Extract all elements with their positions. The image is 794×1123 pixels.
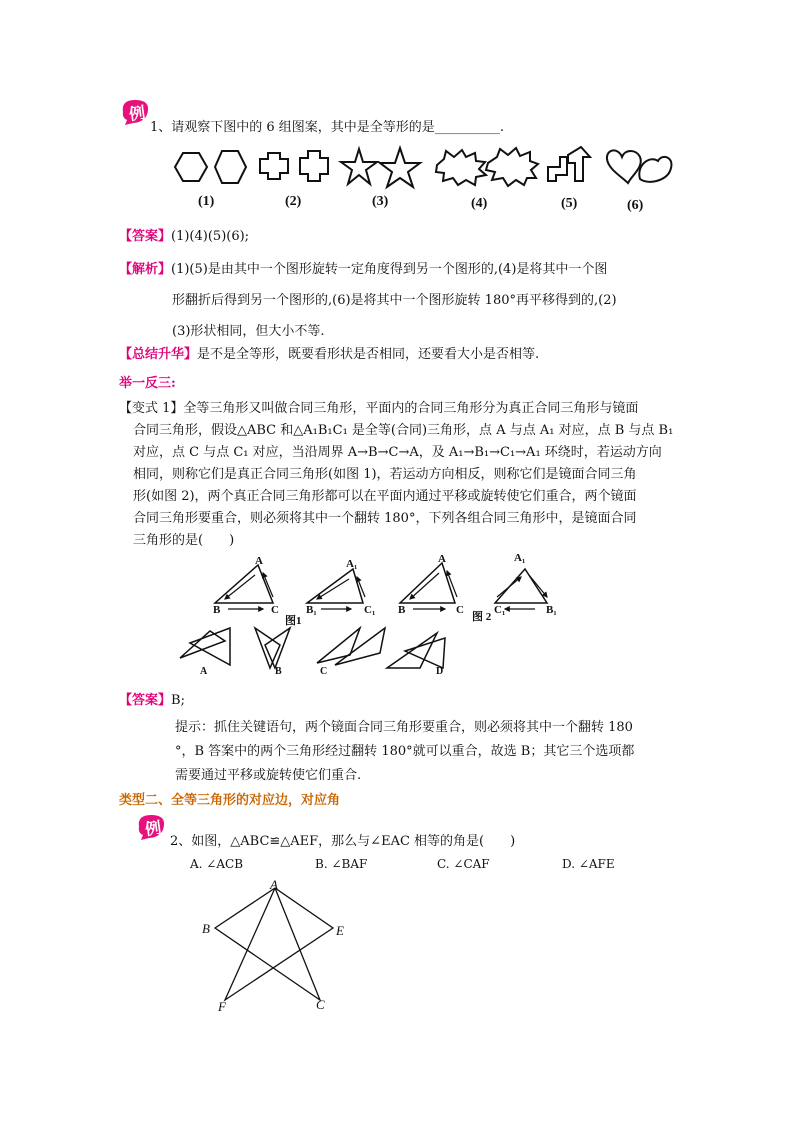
variant-text-4: 相同，则称它们是真正合同三角形(如图 1)，若运动方向相反，则称它们是镜面合同三角 <box>133 467 637 482</box>
analysis-text-1: (1)(5)是由其中一个图形旋转一定角度得到另一个图形的,(4)是将其中一个图 <box>171 262 608 277</box>
choice-d-label: D <box>436 666 444 677</box>
cross-1 <box>260 153 288 179</box>
answer-blank: __________ <box>434 120 500 135</box>
choice-a-tri-1 <box>180 631 225 658</box>
summary <box>119 347 539 363</box>
summary-label: 【总结升华】 <box>119 347 198 362</box>
choice-a-label: A <box>200 666 208 677</box>
arrow-shape-2 <box>568 147 590 181</box>
answer-2-label: 【答案】 <box>119 693 172 708</box>
summary-text: 是不是全等形，既要看形状是否相同，还要看大小是否相等. <box>197 347 540 362</box>
variant-text-6: 合同三角形要重合，则必须将其中一个翻转 180°，下列各组合同三角形中，是镜面合同 <box>133 511 637 526</box>
choice-c-label: C <box>320 666 328 677</box>
caption-5: (5) <box>561 196 578 211</box>
variant-text-3: 对应，点 C 与点 C₁ 对应，当沿周界 A→B→C→A，及 A₁→B₁→C₁→A₁ 环绕时，若运动方向 <box>133 445 662 460</box>
option-d: D. ∠AFE <box>562 857 615 871</box>
question-1-end: . <box>499 120 504 135</box>
variant-text-1: 全等三角形又叫做合同三角形，平面内的合同三角形分为真正合同三角形与镜面 <box>183 401 639 416</box>
variant-label: 【变式 1】 <box>119 401 184 416</box>
caption-1: (1) <box>198 194 215 209</box>
label-b1-2: B₁ <box>546 604 557 616</box>
cross-2 <box>300 151 328 181</box>
choice-d-tri-2 <box>405 638 445 668</box>
variant-line-1 <box>119 401 638 417</box>
label-a-1: A <box>255 555 263 567</box>
arrow-shape-1 <box>548 157 567 181</box>
analysis-label: 【解析】 <box>119 262 172 277</box>
question-1 <box>150 120 504 136</box>
label-a-2: A <box>438 553 446 565</box>
point-e: E <box>336 923 344 938</box>
label-b-2: B <box>398 604 406 616</box>
choice-b-label: B <box>275 666 282 677</box>
type-2-title: 类型二、全等三角形的对应边，对应角 <box>119 793 341 808</box>
variant-text-7: 三角形的是( ) <box>133 533 235 548</box>
hexagon-2 <box>215 151 246 183</box>
option-a: A. ∠ACB <box>190 857 244 871</box>
label-b1-1: B₁ <box>306 604 317 616</box>
answer-1 <box>119 229 249 245</box>
heart-1 <box>607 150 641 183</box>
caption-2: (2) <box>285 194 302 209</box>
splat-2 <box>486 148 538 186</box>
triangle-aef <box>225 888 333 1000</box>
analysis-text-3: (3)形状相同，但大小不等. <box>172 324 325 339</box>
choice-b-tri-2 <box>265 628 290 668</box>
point-b: B <box>202 921 210 936</box>
label-a1-2: A₁ <box>514 552 526 564</box>
point-c: C <box>316 997 325 1012</box>
example-2-badge-text: 例 <box>143 817 163 840</box>
caption-6: (6) <box>627 198 644 213</box>
choice-b-tri-1 <box>255 628 280 668</box>
option-b: B. ∠BAF <box>315 857 368 871</box>
label-c1-2: C₁ <box>494 604 506 616</box>
question-2-text: 2、如图，△ABC≌△AEF，那么与∠EAC 相等的角是( ) <box>170 834 516 849</box>
question-1-text: 1、请观察下图中的 6 组图案，其中是全等形的是 <box>150 120 435 135</box>
analysis-text-2: 形翻折后得到另一个图形的,(6)是将其中一个图形旋转 180°再平移得到的,(2) <box>172 293 617 308</box>
triangle-a1b1c1-1 <box>307 569 363 603</box>
practice-title: 举一反三: <box>119 376 176 391</box>
figure-1-caption: 图1 <box>285 615 302 627</box>
hint-line-3: 需要通过平移或旋转使它们重合. <box>175 768 362 783</box>
example-badge-text: 例 <box>127 102 147 125</box>
label-a1-1: A₁ <box>346 558 358 570</box>
choice-c-tri-1 <box>317 628 360 663</box>
analysis-line-1 <box>119 262 607 278</box>
figure-2-caption: 图 2 <box>472 611 492 623</box>
point-f: F <box>218 999 226 1014</box>
label-c-2: C <box>456 604 464 616</box>
shapes-figure <box>170 145 700 195</box>
label-c1-1: C₁ <box>364 604 376 616</box>
splat-1 <box>436 150 486 185</box>
star-1 <box>341 149 377 184</box>
label-b-1: B <box>213 604 221 616</box>
hint-line-2: °，B 答案中的两个三角形经过翻转 180°就可以重合，故选 B；其它三个选项都 <box>175 744 635 759</box>
caption-4: (4) <box>471 196 488 211</box>
option-c: C. ∠CAF <box>437 857 490 871</box>
heart-2 <box>639 157 671 182</box>
answer-2 <box>119 693 185 709</box>
caption-3: (3) <box>372 194 389 209</box>
choice-c-tri-2 <box>335 628 385 665</box>
label-c-1: C <box>271 604 279 616</box>
point-a: A <box>270 877 278 892</box>
variant-text-5: 形(如图 2)，两个真正合同三角形都可以在平面内通过平移或旋转使它们重合，两个镜面 <box>133 489 637 504</box>
triangle-a1b1c1-2 <box>495 569 547 603</box>
variant-text-2: 合同三角形，假设△ABC 和△A₁B₁C₁ 是全等(合同)三角形，点 A 与点 A₁ 对应，点 B 与点 B₁ <box>133 423 674 438</box>
answer-2-text: B; <box>171 693 185 708</box>
hint-line-1: 提示：抓住关键语句，两个镜面合同三角形要重合，则必须将其中一个翻转 180 <box>175 720 633 735</box>
triangles-figure <box>195 555 575 625</box>
example-badge <box>119 98 151 124</box>
answer-1-text: (1)(4)(5)(6); <box>171 229 250 244</box>
hexagon-1 <box>175 153 207 181</box>
star-2 <box>380 148 420 187</box>
example-2-badge <box>135 813 167 839</box>
answer-1-label: 【答案】 <box>119 229 172 244</box>
